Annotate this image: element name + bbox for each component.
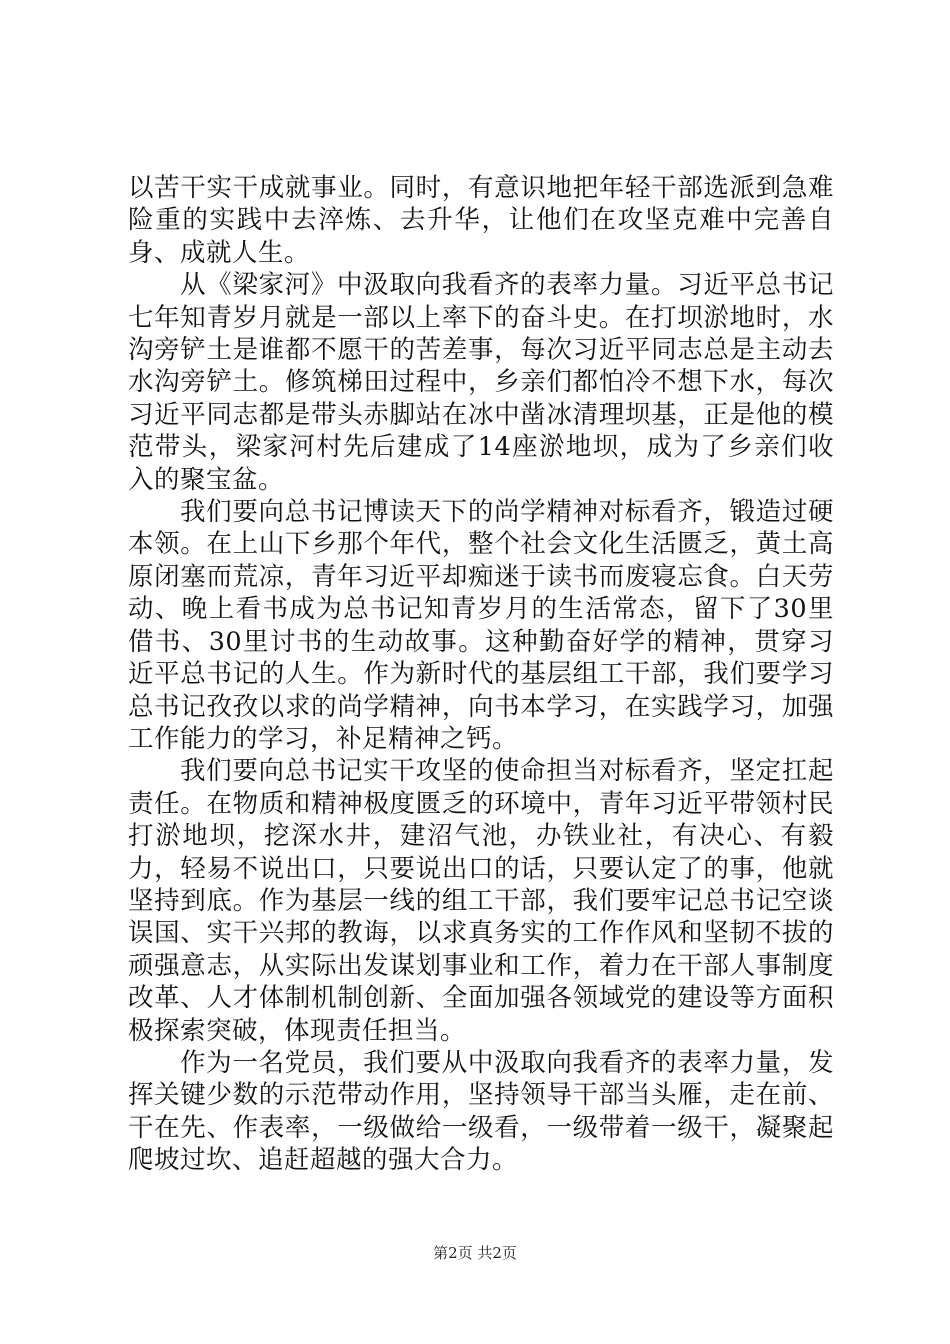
page-number-label: 第2页 共2页 xyxy=(433,1244,517,1262)
page-footer xyxy=(0,1242,950,1263)
paragraph-3: 我们要向总书记博读天下的尚学精神对标看齐，锻造过硬本领。在上山下乡那个年代，整个社会文化生活匮乏，黄土高原闭塞而荒凉，青年习近平却痴迷于读书而废寝忘食。白天劳动、晚上看书成为总书记知青岁月的生活常态，留下了30里借书、30里讨书的生动故事。这种勤奋好学的精神，贯穿习近平总书记的人生。作为新时代的基层组工干部，我们要学习总书记孜孜以求的尚学精神，向书本学习，在实践学习，加强工作能力的学习，补足精神之钙。 xyxy=(128,497,834,754)
paragraph-2: 从《梁家河》中汲取向我看齐的表率力量。习近平总书记七年知青岁月就是一部以上率下的奋斗史。在打坝淤地时，水沟旁铲土是谁都不愿干的苦差事，每次习近平同志总是主动去水沟旁铲土。修筑梯田过程中，乡亲们都怕冷不想下水，每次习近平同志都是带头赤脚站在冰中凿冰清理坝基，正是他的模范带头，梁家河村先后建成了14座淤地坝，成为了乡亲们收入的聚宝盆。 xyxy=(128,270,834,495)
paragraph-1: 以苦干实干成就事业。同时，有意识地把年轻干部选派到急难险重的实践中去淬炼、去升华，让他们在攻坚克难中完善自身、成就人生。 xyxy=(128,173,834,268)
document-body xyxy=(128,172,834,1177)
paragraph-4: 我们要向总书记实干攻坚的使命担当对标看齐，坚定扛起责任。在物质和精神极度匮乏的环境中，青年习近平带领村民打淤地坝，挖深水井，建沼气池，办铁业社，有决心、有毅力，轻易不说出口，只要说出口的话，只要认定了的事，他就坚持到底。作为基层一线的组工干部，我们要牢记总书记空谈误国、实干兴邦的教诲，以求真务实的工作作风和坚韧不拔的顽强意志，从实际出发谋划事业和工作，着力在干部人事制度改革、人才体制机制创新、全面加强各领域党的建设等方面积极探索突破，体现责任担当。 xyxy=(128,756,834,1046)
paragraph-5: 作为一名党员，我们要从中汲取向我看齐的表率力量，发挥关键少数的示范带动作用，坚持领导干部当头雁，走在前、干在先、作表率，一级做给一级看，一级带着一级干，凝聚起爬坡过坎、追赶超越的强大合力。 xyxy=(128,1047,834,1176)
